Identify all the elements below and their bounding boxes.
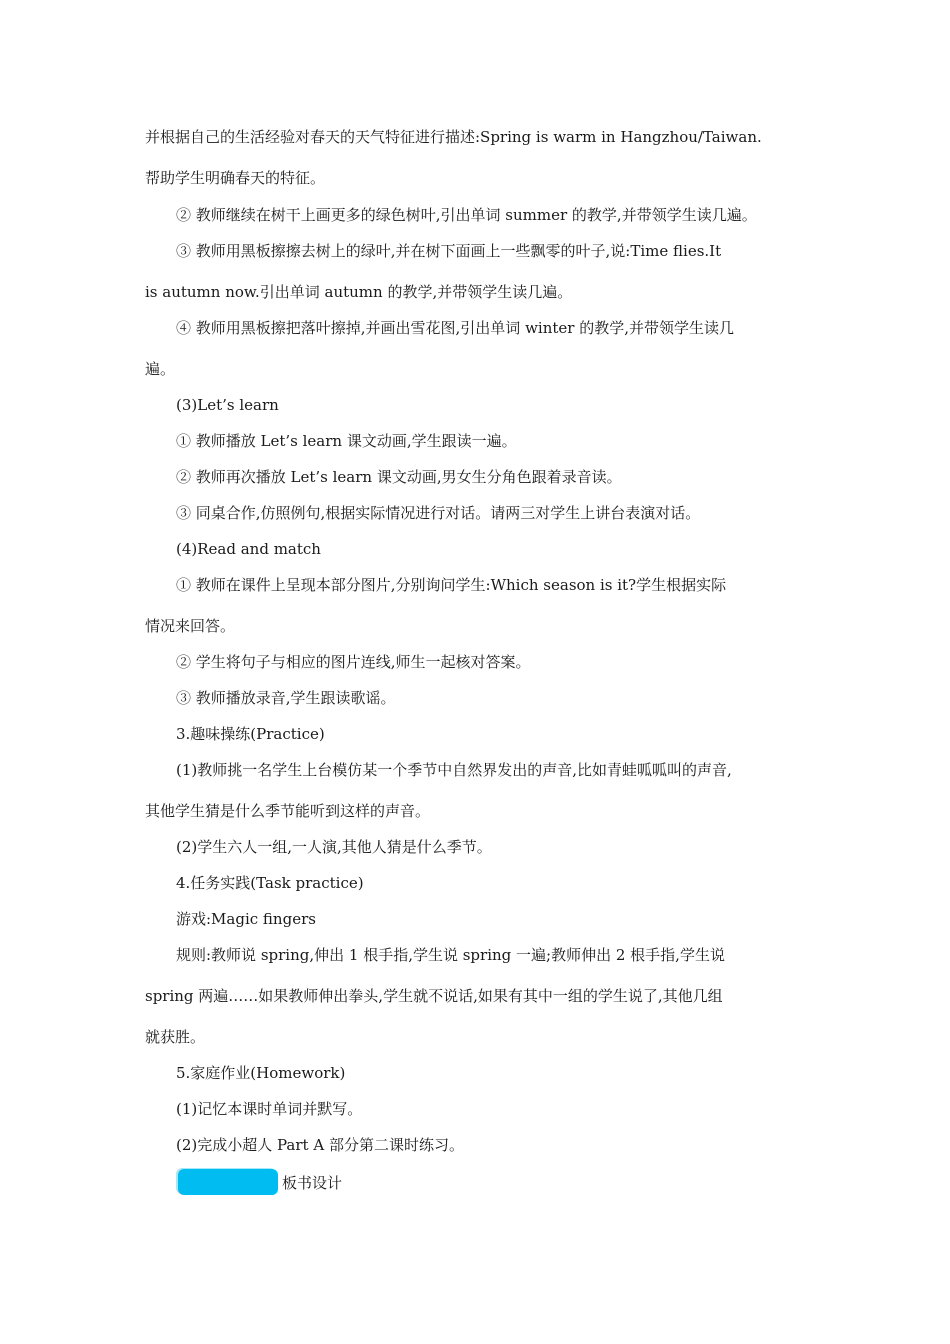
text-line: ③ 教师用黑板擦擦去树上的绿叶,并在树下面画上一些飘零的叶子,说:Time flies.It (176, 242, 722, 260)
text-line: ③ 同桌合作,仿照例句,根据实际情况进行对话。请两三对学生上讲台表演对话。 (176, 504, 701, 522)
text-line: (2)完成小超人 Part A 部分第二课时练习。 (176, 1136, 464, 1154)
text-line: (1)记忆本课时单词并默写。 (176, 1100, 363, 1118)
text-line: ① 教师播放 Let’s learn 课文动画,学生跟读一遍。 (176, 432, 517, 450)
text-line: ① 教师在课件上呈现本部分图片,分别询问学生:Which season is it?学生根据实际 (176, 576, 727, 594)
text-line: 其他学生猜是什么季节能听到这样的声音。 (145, 802, 431, 820)
text-line: 规则:教师说 spring,伸出 1 根手指,学生说 spring 一遍;教师伸出 2 根手指,学生说 (176, 946, 725, 964)
text-line: ② 学生将句子与相应的图片连线,师生一起核对答案。 (176, 653, 531, 671)
text-line: ② 教师继续在树干上画更多的绿色树叶,引出单词 summer 的教学,并带领学生读几遍。 (176, 206, 757, 224)
text-line: spring 两遍……如果教师伸出拳头,学生就不说话,如果有其中一组的学生说了,其他几组 (145, 987, 723, 1005)
text-line: 并根据自己的生活经验对春天的天气特征进行描述:Spring is warm in Hangzhou/Taiwan. (145, 128, 762, 146)
text-line: 游戏:Magic fingers (176, 910, 316, 928)
text-line: ④ 教师用黑板擦把落叶擦掉,并画出雪花图,引出单词 winter 的教学,并带领学生读几 (176, 319, 734, 337)
text-line: 帮助学生明确春天的特征。 (145, 169, 326, 187)
text-line: ③ 教师播放录音,学生跟读歌谣。 (176, 689, 396, 707)
text-line: ② 教师再次播放 Let’s learn 课文动画,男女生分角色跟着录音读。 (176, 468, 622, 486)
text-line: 情况来回答。 (145, 617, 236, 635)
section-heading: (3)Let’s learn (176, 396, 279, 414)
text-line: is autumn now.引出单词 autumn 的教学,并带领学生读几遍。 (145, 283, 573, 301)
section-heading: 4.任务实践(Task practice) (176, 874, 364, 892)
section-heading: (4)Read and match (176, 540, 321, 558)
board-design-heading: 板书设计 (282, 1174, 343, 1192)
section-badge (178, 1169, 278, 1195)
text-line: (2)学生六人一组,一人演,其他人猜是什么季节。 (176, 838, 492, 856)
text-line: (1)教师挑一名学生上台模仿某一个季节中自然界发出的声音,比如青蛙呱呱叫的声音, (176, 761, 732, 779)
text-line: 遍。 (145, 360, 176, 378)
section-heading: 3.趣味操练(Practice) (176, 725, 325, 743)
section-heading: 5.家庭作业(Homework) (176, 1064, 346, 1082)
text-line: 就获胜。 (145, 1028, 206, 1046)
